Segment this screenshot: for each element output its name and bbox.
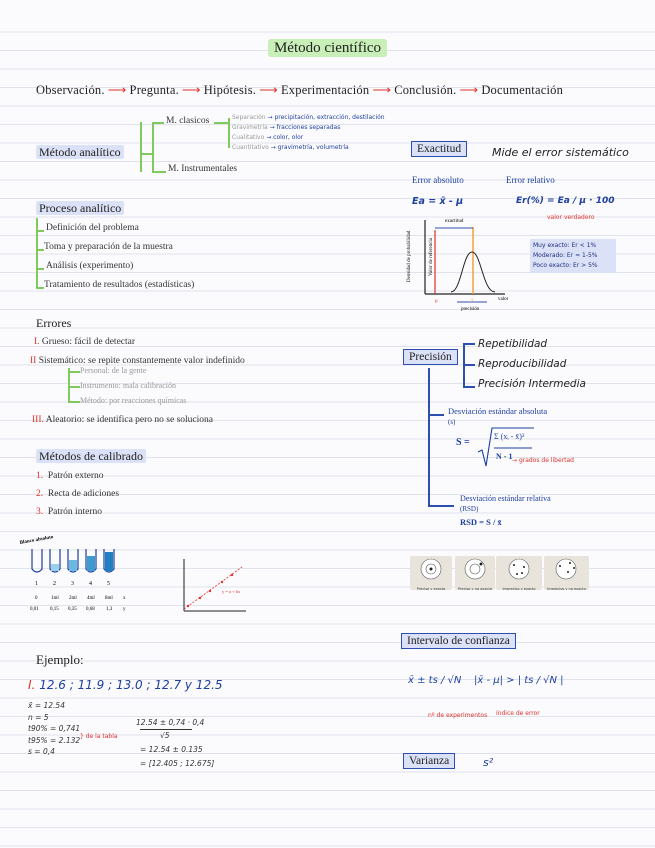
- error-item: I. Grueso: fácil de detectar: [34, 337, 136, 347]
- proceso-item: Análisis (experimento): [46, 261, 134, 271]
- errores-heading: Errores: [36, 316, 72, 330]
- tubes-title: Blanco absoluto: [19, 535, 54, 546]
- bracket-line: [463, 343, 475, 345]
- arrow-icon: ⟶: [107, 82, 127, 97]
- clasico-item: Cualitativo → color, olor: [232, 134, 304, 141]
- error-sub-metodo: Método: por reacciones químicas: [80, 396, 187, 405]
- ejemplo-line: t95% = 2.132: [28, 735, 81, 745]
- tree-line: [428, 368, 430, 506]
- calc-1: 12.54 ± 0,74 · 0,4: [136, 718, 205, 727]
- ejemplo-line: x̄ = 12.54: [28, 701, 65, 710]
- bracket-line: [463, 386, 475, 388]
- calc-3: = [12.405 ; 12.675]: [140, 759, 215, 768]
- arrow-icon: ⟶: [259, 82, 278, 97]
- target-image: Impreciso y exacto: [496, 556, 542, 590]
- error-item: III. Aleatorio: se identifica pero no se soluciona: [32, 415, 213, 425]
- ejemplo-heading: Ejemplo:: [36, 652, 84, 667]
- bracket-line: [140, 122, 142, 172]
- level-moderado: Moderado: Er ≈ 1-5%: [533, 252, 598, 259]
- graph-y-label: Densidad de probabilidad: [407, 230, 412, 282]
- calibrado-item: 2. Recta de adiciones: [36, 489, 120, 499]
- level-poco-exacto: Poco exacto: Er > 5%: [533, 262, 598, 269]
- tree-line: [428, 505, 454, 507]
- bracket-line: [152, 122, 154, 172]
- tree-line: [428, 414, 444, 416]
- ejemplo-line: n = 5: [28, 712, 49, 722]
- intervalo-heading: Intervalo de confianza: [401, 633, 516, 649]
- tube-num: 4: [89, 581, 92, 587]
- tube-x: 4ml: [87, 596, 95, 601]
- bracket-line: [228, 118, 230, 148]
- tube-y: 1,3: [106, 607, 113, 612]
- sd-formula-lhs: S =: [456, 437, 470, 448]
- target-image: Preciso y no exacto: [455, 556, 495, 590]
- tube-x-label: x: [123, 596, 126, 601]
- tube-y: 0,01: [30, 607, 39, 612]
- error-relativo-formula: Er(%) = Ea / μ · 100: [516, 196, 615, 206]
- precision-heading: Precisión: [403, 349, 458, 365]
- varianza-heading: Varianza: [403, 753, 455, 769]
- ejemplo-line: s = 0,4: [28, 747, 55, 756]
- tube-num: 1: [35, 581, 38, 587]
- varianza-symbol: s²: [483, 756, 494, 769]
- bracket-line: [68, 386, 80, 388]
- calc-den: √5: [160, 731, 170, 740]
- target-image: Preciso y exacto: [410, 556, 452, 590]
- tube-x: 2ml: [69, 596, 77, 601]
- rsd-label: Desviación estándar relativa: [460, 494, 551, 503]
- ejemplo-line: t90% = 0,741: [28, 724, 81, 733]
- step-conclusion: Conclusión.: [394, 83, 457, 97]
- tube-y-label: y: [123, 607, 126, 612]
- bracket-line: [36, 268, 44, 270]
- rsd-formula: RSD = S / x̄: [460, 517, 502, 527]
- sd-sym: (s): [448, 418, 456, 426]
- precision-item: Reproducibilidad: [478, 358, 567, 370]
- bracket-line: [36, 249, 44, 251]
- proceso-item: Toma y preparación de la muestra: [44, 242, 173, 252]
- sd-den: N - 1: [496, 452, 513, 461]
- table-note: } de la tabla: [80, 733, 118, 740]
- bracket-line: [152, 171, 166, 173]
- ejemplo-lines: [28, 700, 80, 758]
- tube-x: 8ml: [105, 596, 113, 601]
- error-sub-personal: Personal: de la gente: [80, 366, 147, 375]
- tube-num: 2: [53, 581, 56, 587]
- sd-note: → grados de libertad: [512, 457, 574, 464]
- proceso-item: Definición del problema: [46, 223, 139, 233]
- m-clasicos: M. clasicos: [166, 116, 210, 126]
- bracket-line: [68, 401, 80, 403]
- m-instrumentales: M. Instrumentales: [168, 164, 238, 174]
- bracket-line: [68, 371, 80, 373]
- error-relativo-label: Error relativo: [506, 175, 555, 185]
- precision-item: Precisión Intermedia: [478, 378, 586, 390]
- proceso-heading: Proceso analítico: [36, 201, 124, 216]
- graph-mu-label: μ: [435, 299, 438, 304]
- tube-num: 5: [107, 581, 110, 587]
- page-title: Método científico: [0, 40, 655, 57]
- bracket-line: [36, 218, 38, 288]
- sd-num: Σ (xᵢ - x̄)²: [494, 432, 525, 441]
- exactitud-heading: Exactitud: [411, 141, 467, 157]
- calc-2: = 12.54 ± 0.135: [140, 745, 203, 754]
- clasico-item: Cuantitativo → gravimetría, volumetría: [232, 144, 349, 151]
- tube-x: 0: [35, 596, 38, 601]
- tube-x: 1ml: [51, 596, 59, 601]
- valor-verdadero-note: valor verdadero: [547, 214, 595, 221]
- arrow-icon: ⟶: [181, 82, 201, 97]
- clasico-item: Separación → precipitación, extracción, destilación: [232, 114, 385, 121]
- method-chain: [36, 82, 563, 98]
- bracket-line: [214, 122, 228, 124]
- rsd-sym: (RSD): [460, 505, 479, 513]
- error-absoluto-formula: Ea = x̄ - μ: [412, 196, 464, 207]
- calibrado-item: 3. Patrón interno: [36, 507, 102, 517]
- step-experimentacion: Experimentación: [280, 83, 370, 97]
- metodo-analitico-heading: Método analítico: [36, 145, 124, 160]
- bracket-line: [152, 122, 164, 124]
- bracket-line: [36, 287, 44, 289]
- graph-x-label: precisión: [461, 307, 480, 312]
- fraction-bar: [140, 729, 192, 730]
- line-equation: y = a + bx: [222, 589, 241, 594]
- intervalo-formula-2: |x̄ - μ| > | ts / √N |: [474, 675, 564, 686]
- test-tubes-illustration: [18, 535, 148, 615]
- precision-item: Repetibilidad: [478, 338, 548, 350]
- clasico-item: Gravimetría → fracciones separadas: [232, 124, 341, 131]
- exactitud-levels-box: [530, 239, 616, 273]
- tube-y: 0,15: [50, 607, 59, 612]
- bracket-line: [140, 153, 152, 155]
- tube-y: 0,35: [68, 607, 77, 612]
- bracket-line: [36, 230, 44, 232]
- error-sub-instrumento: Instrumento: mala calibración: [80, 381, 176, 390]
- graph-top-label: exactitud: [445, 219, 464, 224]
- intervalo-note-1: nº de experimentos: [428, 712, 488, 719]
- step-documentacion: Documentación: [481, 83, 564, 97]
- step-pregunta: Pregunta.: [129, 83, 179, 97]
- graph-y2-label: Valor de referencia: [429, 237, 434, 276]
- arrow-icon: ⟶: [459, 82, 479, 97]
- proceso-item: Tratamiento de resultados (estadísticas): [44, 280, 195, 290]
- level-muy-exacto: Muy exacto: Er < 1%: [533, 242, 597, 249]
- sd-label: Desviación estándar absoluta: [448, 406, 548, 416]
- graph-xbar-label: x̄: [471, 299, 474, 304]
- calibrado-item: 1. Patrón externo: [36, 471, 104, 481]
- exactitud-desc: Mide el error sistemático: [492, 146, 629, 159]
- intervalo-note-2: índice de error: [496, 710, 540, 717]
- exactitud-graph: [405, 212, 520, 314]
- intervalo-formula-1: x̄ ± ts / √N: [408, 675, 462, 686]
- calibration-plot: [170, 555, 250, 625]
- target-image: Impreciso y no exacto: [544, 556, 589, 590]
- ejemplo-data: I. 12.6 ; 11.9 ; 13.0 ; 12.7 y 12.5: [28, 678, 223, 692]
- tube-num: 3: [71, 581, 74, 587]
- error-absoluto-label: Error absoluto: [412, 175, 464, 185]
- error-item: II Sistemático: se repite constantemente valor indefinido: [30, 356, 245, 366]
- graph-val-label: valor: [498, 297, 509, 302]
- tube-y: 0,68: [86, 607, 95, 612]
- calibrado-heading: Métodos de calibrado: [36, 449, 146, 464]
- step-hipotesis: Hipótesis.: [203, 83, 257, 97]
- arrow-icon: ⟶: [372, 82, 392, 97]
- bracket-line: [68, 368, 70, 402]
- step-observacion: Observación.: [36, 83, 105, 97]
- bracket-line: [463, 364, 475, 366]
